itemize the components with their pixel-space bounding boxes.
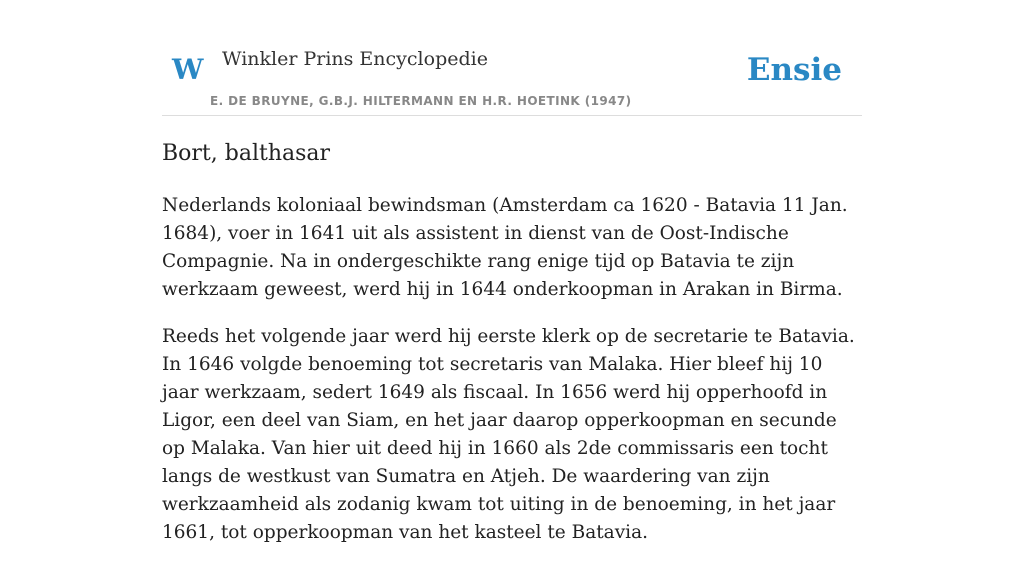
entry-paragraph: Reeds het volgende jaar werd hij eerste klerk op de secretarie te Batavia. In 1646 volgde benoeming tot secretaris van Malaka. Hier bleef hij 10 jaar werkzaam, sedert 1649 als fiscaal. In 1656 werd hij opperhoofd in Ligor, een deel van Siam, en het jaar daarop opperkoopman en secunde op Malaka. Van hier uit deed hij in 1660 als 2de commissaris een tocht langs de westkust van Sumatra en Atjeh. De waardering van zijn werkzaamheid als zodanig kwam tot uiting in de benoeming, in het jaar 1661, tot opperkoopman van het kasteel te Batavia. [162, 326, 855, 543]
publication-title[interactable]: Winkler Prins Encyclopedie [222, 48, 488, 70]
publication-header [162, 0, 862, 116]
entry-paragraph: Nederlands koloniaal bewindsman (Amsterdam ca 1620 - Batavia 11 Jan. 1684), voer in 1641 uit als assistent in dienst van de Oost-Indische Compagnie. Na in ondergeschikte rang enige tijd op Batavia te zijn werkzaam geweest, werd hij in 1644 onderkoopman in Arakan in Birma. [162, 195, 848, 300]
ensie-brand-logo[interactable]: Ensie [746, 52, 842, 88]
encyclopedia-logo-icon[interactable]: W [172, 53, 204, 86]
entry-body [162, 192, 862, 566]
entry-title: Bort, balthasar [162, 141, 331, 166]
article-page [162, 0, 862, 543]
publication-authors: E. DE BRUYNE, G.B.J. HILTERMANN EN H.R. HOETINK (1947) [210, 94, 632, 108]
